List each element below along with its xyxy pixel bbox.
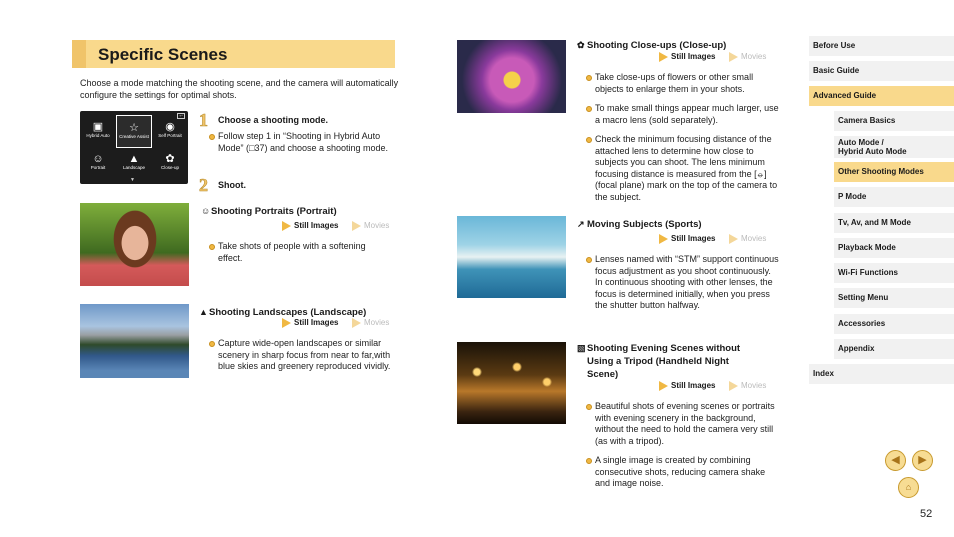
nav-playback-mode[interactable]: Playback Mode: [834, 238, 954, 258]
hybrid-auto-icon: ▣: [92, 121, 104, 133]
tag-label: Movies: [741, 234, 767, 244]
nav-p-mode[interactable]: P Mode: [834, 187, 954, 207]
bullet-icon: [586, 257, 592, 263]
play-outline-icon: [729, 381, 738, 391]
play-outline-icon: [352, 221, 361, 231]
back-icon: ↩: [177, 113, 185, 119]
section-title-text: Shooting Portraits (Portrait): [211, 206, 337, 217]
section-title-text: Shooting Close-ups (Close-up): [587, 40, 727, 51]
handheld-night-icon: ▧: [577, 343, 586, 353]
mode-label: Creative Assist: [119, 134, 149, 139]
play-icon: [659, 52, 668, 62]
running-icon: ↗: [577, 219, 585, 229]
tag-label: Still Images: [671, 234, 716, 244]
self-portrait-icon: ◉: [165, 121, 175, 133]
play-icon: [659, 234, 668, 244]
mode-portrait: [80, 147, 116, 180]
mountain-icon: ▲: [199, 307, 208, 317]
bullet-item: [595, 72, 780, 95]
nav-wifi-functions[interactable]: Wi-Fi Functions: [834, 263, 954, 283]
bullet-icon: [209, 244, 215, 250]
tag-label: Still Images: [671, 52, 716, 62]
night-scene-photo: [457, 342, 566, 424]
bullet-text: To make small things appear much larger, use a macro lens (sold separately).: [595, 103, 779, 125]
section-title-text: Shooting Evening Scenes without Using a Tripod (Handheld Night Scene): [587, 343, 741, 380]
tag-label: Movies: [364, 221, 390, 231]
mode-landscape: [116, 147, 152, 180]
bullet-text: Capture wide-open landscapes or similar scenery in sharp focus from near to far,with blue skies and greenery reproduced vividly.: [218, 338, 391, 372]
nav-label-line: Hybrid Auto Mode: [838, 147, 907, 156]
still-images-tag: [659, 381, 715, 391]
nav-tv-av-m-mode[interactable]: Tv, Av, and M Mode: [834, 213, 954, 233]
bullet-text: Follow step 1 in “Shooting in Hybrid Auto Mode” (​□​37) and choose a shooting mode.: [218, 131, 389, 153]
movies-tag: [729, 381, 766, 391]
bullet-item: [218, 241, 388, 264]
arrow-left-icon: ◀: [891, 454, 900, 466]
bullet-text: Take shots of people with a softening effect.: [218, 241, 366, 263]
home-icon: ⌂: [905, 482, 912, 492]
play-outline-icon: [352, 318, 361, 328]
section-title-text: Shooting Landscapes (Landscape): [209, 307, 367, 318]
mode-closeup: [152, 147, 188, 180]
nav-accessories[interactable]: Accessories: [834, 314, 954, 334]
portrait-icon: ☺: [201, 206, 211, 216]
bullet-text: Beautiful shots of evening scenes or portraits with evening scenery in the background, without the need to hold the camera very still (as with a tripod).: [595, 401, 775, 446]
nav-other-shooting-modes[interactable]: Other Shooting Modes: [834, 162, 954, 182]
mode-label: Portrait: [90, 165, 106, 170]
bullet-text: A single image is created by combining consecutive shots, reducing camera shake and image noise.: [595, 455, 766, 489]
section-title-text: Moving Subjects (Sports): [587, 219, 702, 230]
tag-label: Still Images: [294, 318, 339, 328]
bullet-text: Check the minimum focusing distance of the attached lens to determine how close to subjects you can shoot. The lens minimum focusing distance is measured from the [⦵] (focal plane) mark on the top of the camera to the subject.: [595, 134, 778, 202]
page-number: 52: [920, 508, 933, 520]
play-outline-icon: [729, 52, 738, 62]
bullet-item: [218, 338, 393, 373]
section-title: [201, 205, 401, 218]
mode-label: Hybrid Auto: [86, 133, 110, 138]
page-title: Specific Scenes: [98, 45, 228, 64]
nav-setting-menu[interactable]: Setting Menu: [834, 288, 954, 308]
mountain-icon: ▲: [128, 153, 140, 165]
page-title-bar: [72, 40, 395, 68]
star-icon: ☆: [129, 122, 139, 134]
step-number: 2: [199, 175, 208, 195]
still-images-tag: [659, 234, 715, 244]
step-number: 1: [199, 110, 208, 130]
bullet-item: [595, 103, 780, 126]
section-title: [577, 218, 797, 231]
movies-tag: [352, 318, 389, 328]
home-button[interactable]: [898, 477, 919, 498]
mode-label: Close-up: [160, 165, 179, 170]
movies-tag: [729, 234, 766, 244]
portrait-icon: ☺: [92, 153, 104, 165]
nav-before-use[interactable]: Before Use: [809, 36, 954, 56]
bullet-icon: [586, 137, 592, 143]
tag-label: Still Images: [671, 381, 716, 391]
play-icon: [282, 221, 291, 231]
mode-self-portrait: [152, 115, 188, 148]
bullet-icon: [586, 75, 592, 81]
bullet-item: [595, 134, 780, 204]
bullet-item: [595, 401, 780, 447]
nav-basic-guide[interactable]: Basic Guide: [809, 61, 954, 81]
play-icon: [282, 318, 291, 328]
mode-label: Self Portrait: [158, 133, 182, 138]
nav-appendix[interactable]: Appendix: [834, 339, 954, 359]
flower-icon: ✿: [577, 40, 585, 50]
movies-tag: [729, 52, 766, 62]
portrait-photo: [80, 203, 189, 286]
bullet-icon: [586, 404, 592, 410]
bullet-icon: [586, 106, 592, 112]
still-images-tag: [282, 221, 338, 231]
section-title: [577, 39, 797, 52]
nav-camera-basics[interactable]: Camera Basics: [834, 111, 954, 131]
landscape-photo: [80, 304, 189, 378]
still-images-tag: [659, 52, 715, 62]
chevron-down-icon: ▼: [130, 177, 135, 183]
bullet-icon: [586, 458, 592, 464]
movies-tag: [352, 221, 389, 231]
arrow-right-icon: ▶: [918, 454, 927, 466]
nav-advanced-guide[interactable]: Advanced Guide: [809, 86, 954, 106]
closeup-photo: [457, 40, 566, 113]
nav-label-line: Auto Mode /: [838, 138, 884, 147]
camera-screen-image: [80, 111, 188, 184]
mode-hybrid-auto: [80, 115, 116, 148]
play-outline-icon: [729, 234, 738, 244]
bullet-text: Lenses named with “STM” support continuous focus adjustment as you shoot continuously. In continuous shooting with other lenses, the focus is determined initially, when you press the shutter button halfway.: [595, 254, 779, 311]
tag-label: Movies: [741, 52, 767, 62]
flower-icon: ✿: [165, 153, 175, 165]
tag-label: Movies: [364, 318, 390, 328]
bullet-item: [595, 455, 780, 490]
step-title: Choose a shooting mode.: [218, 115, 329, 125]
nav-auto-mode[interactable]: [834, 136, 954, 158]
bullet-icon: [209, 341, 215, 347]
mode-creative-assist: [116, 115, 152, 148]
play-icon: [659, 381, 668, 391]
previous-page-button[interactable]: [885, 450, 906, 471]
still-images-tag: [282, 318, 338, 328]
sports-photo: [457, 216, 566, 298]
bullet-text: Take close-ups of flowers or other small objects to enlarge them in your shots.: [595, 72, 754, 94]
bullet-item: [595, 254, 780, 312]
section-title: [577, 342, 772, 381]
step-title: Shoot.: [218, 180, 246, 190]
bullet-icon: [209, 134, 215, 140]
bullet-item: [218, 131, 398, 154]
nav-index[interactable]: Index: [809, 364, 954, 384]
mode-label: Landscape: [122, 165, 146, 170]
tag-label: Still Images: [294, 221, 339, 231]
next-page-button[interactable]: [912, 450, 933, 471]
tag-label: Movies: [741, 381, 767, 391]
intro-text: Choose a mode matching the shooting scene, and the camera will automatically configure the settings for optimal shots.: [80, 78, 399, 100]
